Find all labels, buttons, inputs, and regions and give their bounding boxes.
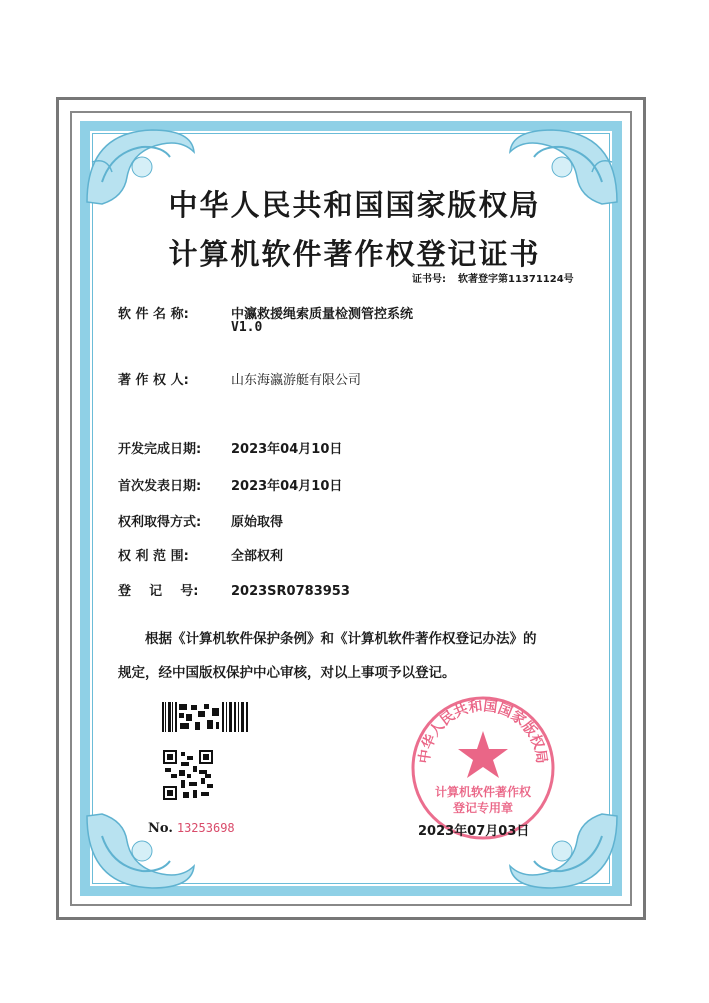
certificate-title: 计算机软件著作权登记证书	[168, 237, 541, 271]
dev-date-label: 开发完成日期:	[118, 442, 202, 457]
barcode-icon	[162, 702, 250, 732]
seal-inner-line-1: 计算机软件著作权	[434, 785, 532, 799]
dev-date-row	[118, 438, 342, 457]
pub-date-label: 首次发表日期:	[118, 479, 202, 494]
seal-inner-line-2: 登记专用章	[452, 801, 514, 815]
issue-date: 2023年07月03日	[418, 824, 530, 839]
software-name-value: 中瀛救援绳索质量检测管控系统	[231, 307, 414, 322]
reg-no-row	[118, 580, 350, 599]
issuer-title: 中华人民共和国国家版权局	[168, 188, 541, 222]
scope-row	[118, 545, 283, 564]
reg-no-label: 登 记 号:	[118, 584, 199, 599]
software-name-row	[118, 303, 413, 322]
pub-date-row	[118, 475, 342, 494]
owner-row	[118, 369, 361, 388]
qr-code-icon	[163, 750, 213, 800]
scope-value: 全部权利	[231, 549, 284, 564]
seal-outer-text: 中华人民共和国国家版权局	[416, 698, 550, 765]
statement-line-2: 规定，经中国版权保护中心审核，对以上事项予以登记。	[118, 665, 456, 681]
corner-ornament-icon	[82, 806, 202, 896]
serial-label: No.	[148, 821, 173, 836]
owner-label: 著 作 权 人:	[118, 373, 189, 388]
owner-value: 山东海瀛游艇有限公司	[231, 373, 362, 388]
software-version: V1.0	[231, 320, 263, 335]
dev-date-value: 2023年04月10日	[231, 442, 343, 457]
cert-no-label: 证书号:	[412, 274, 446, 285]
serial-value: 13253698	[176, 821, 235, 835]
scope-label: 权 利 范 围:	[118, 549, 189, 564]
seal-star-icon	[458, 731, 508, 778]
software-name-label: 软 件 名 称:	[118, 307, 189, 322]
certificate-number	[412, 270, 574, 285]
statement-line-1: 根据《计算机软件保护条例》和《计算机软件著作权登记办法》的	[145, 631, 537, 647]
acquire-row	[118, 511, 283, 530]
reg-no-value: 2023SR0783953	[231, 584, 350, 599]
serial-number	[148, 821, 235, 836]
pub-date-value: 2023年04月10日	[231, 479, 343, 494]
cert-no-value: 软著登字第11371124号	[458, 274, 574, 285]
acquire-label: 权利取得方式:	[118, 515, 202, 530]
acquire-value: 原始取得	[231, 515, 284, 530]
